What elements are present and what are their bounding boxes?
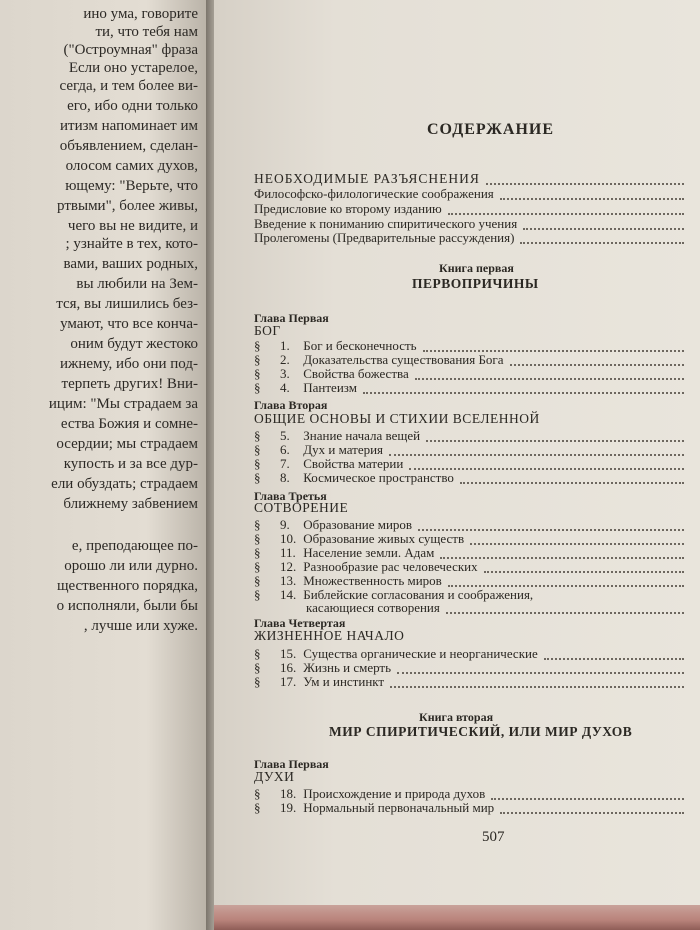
left-page-line: щественного порядка, [56,578,198,594]
left-page-line: ели обуздать; страдаем [51,476,198,492]
section-sign: § [254,786,261,801]
dot-leader [544,658,684,660]
entry-title: Пантеизм [300,380,357,395]
left-page-line: ино ума, говорите [83,6,198,22]
left-page-line: объявлением, сделан- [59,138,198,154]
left-page-line: его, ибо одни только [67,98,198,114]
section-sign: § [254,442,261,457]
left-page [0,0,210,930]
left-page-line: купость и за все дур- [63,456,198,472]
chapter-name: ДУХИ [254,769,295,784]
entry-number: 10. [280,531,297,546]
dot-leader [491,798,684,800]
entry-title: Дух и материя [300,442,384,457]
entry-title: Доказательства существования Бога [300,352,504,367]
left-page-line: ти, что тебя нам [95,24,198,40]
entry-number: 16. [280,660,297,675]
left-page-line: ближнему забвением [63,496,198,512]
left-page-line: чего вы не видите, и [67,218,198,234]
left-page-line: ицим: "Мы страдаем за [48,396,198,412]
section-sign: § [254,366,261,381]
chapter-name: СОТВОРЕНИЕ [254,500,349,515]
left-page-line: ("Остроумная" фраза [63,42,198,58]
dot-leader [363,392,684,394]
dot-leader [390,686,684,688]
entry-number: 8. [280,470,290,485]
dot-leader [460,482,684,484]
entry-title: Существа органические и неорганические [300,646,538,661]
entry-title: Свойства божества [300,366,409,381]
page-number: 507 [482,829,505,845]
left-page-line: терпеть других! Вни- [61,376,198,392]
section-sign: § [254,338,261,353]
section-sign: § [254,559,261,574]
entry-number: 19. [280,800,297,815]
book-cover-edge [214,905,700,930]
entry-title: Космическое пространство [300,470,454,485]
toc-entry [254,380,357,396]
section-sign: § [254,646,261,661]
entry-number: 15. [280,646,297,661]
entry-title: Ум и инстинкт [300,674,385,689]
book-label: Книга вторая [419,710,494,724]
chapter-label: Глава Четвертая [254,616,346,630]
section-sign: § [254,545,261,560]
front-matter-entry: Пролегомены (Предварительные рассуждения) [254,230,515,245]
entry-title: Свойства материи [300,456,404,471]
front-matter-entry: НЕОБХОДИМЫЕ РАЗЪЯСНЕНИЯ [254,171,480,186]
entry-number: 13. [280,573,297,588]
chapter-label: Глава Третья [254,489,327,503]
entry-title: Знание начала вещей [300,428,421,443]
dot-leader [520,242,684,244]
left-page-line: вы любили на Зем- [76,276,198,292]
left-page-line: осердии; мы страдаем [56,436,198,452]
entry-number: 7. [280,456,290,471]
chapter-name: ОБЩИЕ ОСНОВЫ И СТИХИИ ВСЕЛЕННОЙ [254,411,540,426]
dot-leader [446,612,684,614]
chapter-label: Глава Вторая [254,398,328,412]
left-page-line: ; узнайте в тех, кото- [65,236,198,252]
section-sign: § [254,380,261,395]
section-sign: § [254,470,261,485]
front-matter-entry: Введение к пониманию спиритического учения [254,216,518,231]
entry-number: 5. [280,428,290,443]
left-page-line: оним будут жестоко [70,336,198,352]
entry-number: 14. [280,587,297,602]
section-sign: § [254,428,261,443]
dot-leader [470,543,684,545]
left-page-line: ющему: "Верьте, что [65,178,198,194]
chapter-label: Глава Первая [254,311,329,325]
entry-number: 6. [280,442,290,457]
left-page-line: орошо ли или дурно. [64,558,198,574]
left-page-line: сегда, и тем более ви- [59,78,198,94]
left-page-line: е, преподающее по- [71,538,198,554]
entry-number: 2. [280,352,290,367]
toc-title: СОДЕРЖАНИЕ [427,121,555,138]
left-page-line: вами, ваших родных, [63,256,198,272]
left-page-line: тся, вы лишились без- [56,296,198,312]
entry-title: Происхождение и природа духов [300,786,486,801]
toc-entry [254,470,454,486]
left-page-line: умают, что все конча- [60,316,198,332]
section-sign: § [254,800,261,815]
left-page-line: итизм напоминает им [60,118,198,134]
left-page-line: ртвыми", более живы, [57,198,198,214]
entry-number: 17. [280,674,297,689]
entry-number: 12. [280,559,297,574]
right-page-table-of-contents [214,0,700,912]
entry-number: 18. [280,786,297,801]
section-sign: § [254,456,261,471]
dot-leader [500,198,684,200]
chapter-name: БОГ [254,323,281,338]
book-label: Книга первая [439,261,514,275]
dot-leader [389,454,684,456]
left-page-line: Если оно устарелое, [68,60,198,76]
entry-title: Бог и бесконечность [300,338,417,353]
section-sign: § [254,531,261,546]
entry-number: 11. [280,545,296,560]
entry-title: Разнообразие рас человеческих [300,559,478,574]
left-page-line: ества Божия и сомне- [60,416,198,432]
dot-leader [415,378,684,380]
dot-leader [523,228,684,230]
entry-title: Нормальный первоначальный мир [300,800,495,815]
chapter-name: ЖИЗНЕННОЕ НАЧАЛО [254,628,405,643]
book-title: МИР СПИРИТИЧЕСКИЙ, ИЛИ МИР ДУХОВ [329,724,633,739]
book-title: ПЕРВОПРИЧИНЫ [412,276,539,291]
dot-leader [397,672,684,674]
left-page-line: ижнему, ибо они под- [59,356,198,372]
section-sign: § [254,660,261,675]
front-matter-entry: Философско-филологические соображения [254,186,494,201]
entry-number: 1. [280,338,290,353]
entry-title: Библейские согласования и соображения, [300,587,534,602]
dot-leader [486,183,684,185]
toc-entry [254,800,494,816]
entry-title: Жизнь и смерть [300,660,392,675]
entry-title: Образование миров [300,517,413,532]
section-sign: § [254,674,261,689]
left-page-line: о исполняли, были бы [56,598,198,614]
front-matter-entry: Предисловие ко второму изданию [254,201,442,216]
left-page-line: олосом самих духов, [65,158,198,174]
entry-number: 4. [280,380,290,395]
entry-title: Множественность миров [300,573,442,588]
entry-title: Население земли. Адам [300,545,435,560]
section-sign: § [254,587,261,602]
entry-number: 9. [280,517,290,532]
toc-entry [254,674,384,690]
chapter-label: Глава Первая [254,757,329,771]
dot-leader [448,213,684,215]
toc-entry-continuation: касающиеся сотворения [306,600,440,615]
section-sign: § [254,517,261,532]
dot-leader [426,440,684,442]
dot-leader [484,571,684,573]
entry-title: Образование живых существ [300,531,465,546]
dot-leader [500,812,684,814]
entry-number: 3. [280,366,290,381]
left-page-line: , лучше или хуже. [83,618,198,634]
section-sign: § [254,573,261,588]
dot-leader [510,364,684,366]
section-sign: § [254,352,261,367]
